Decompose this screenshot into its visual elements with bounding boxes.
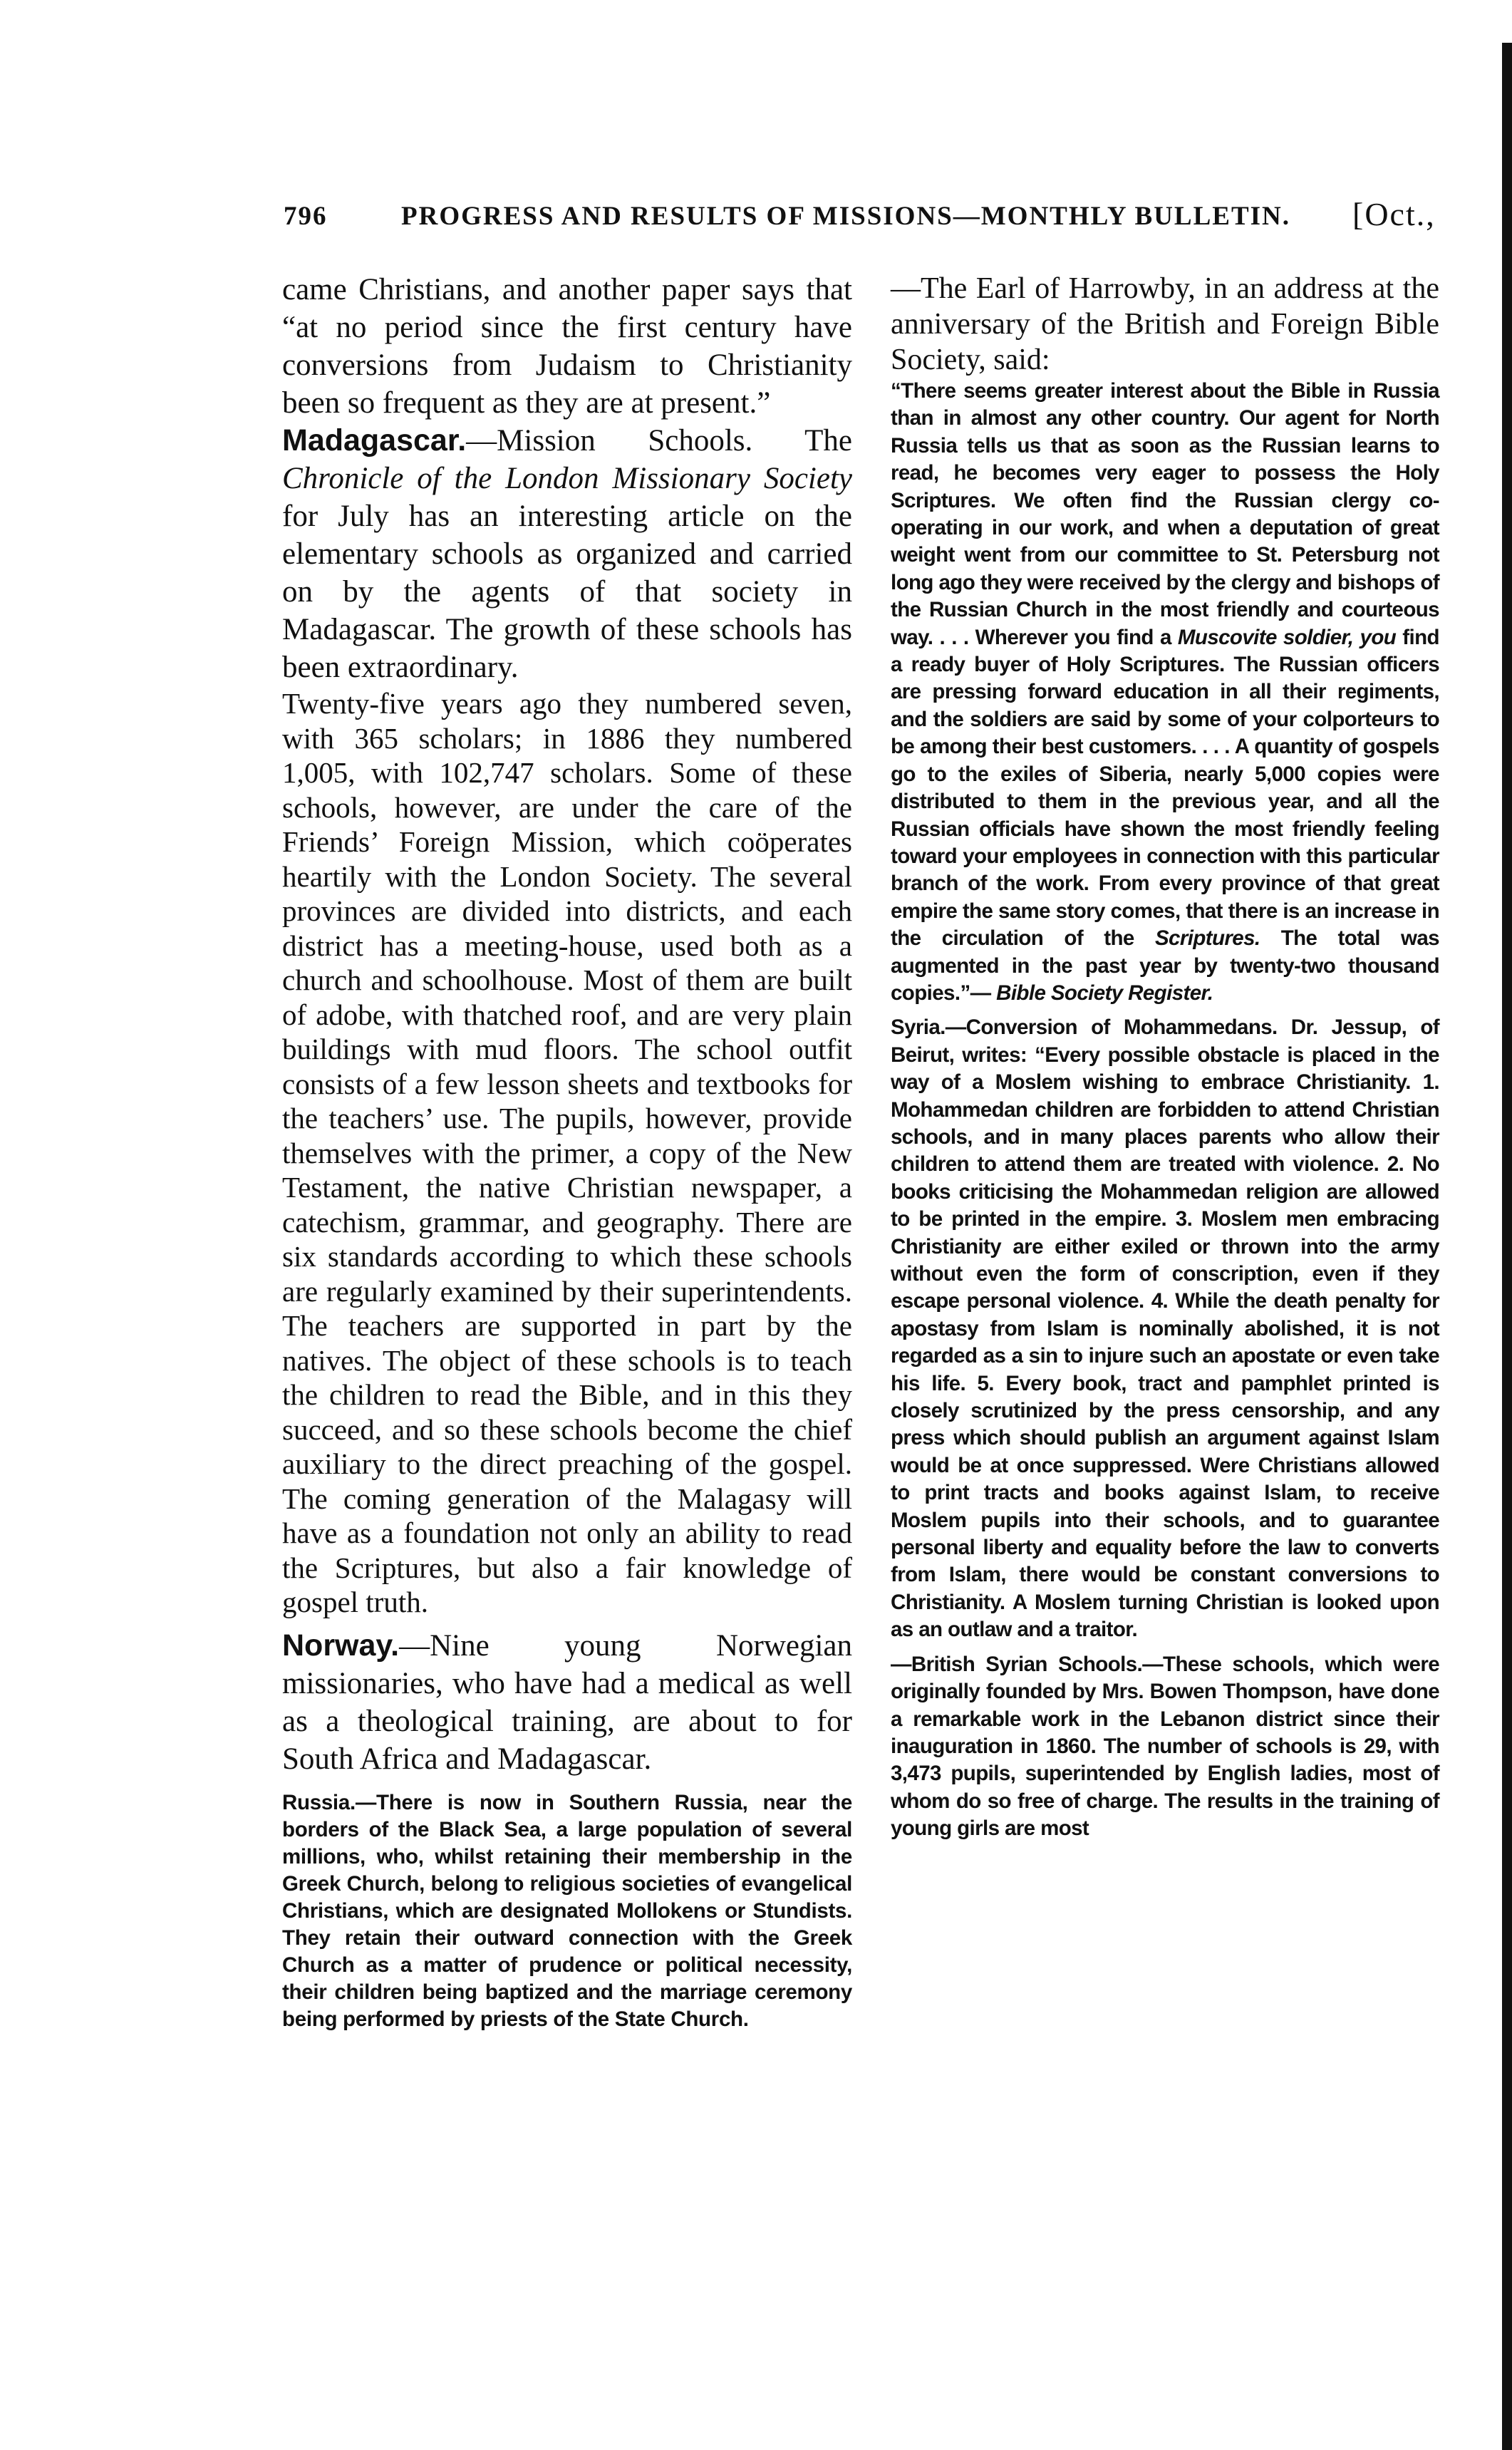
- norway-heading: Norway.: [282, 1628, 400, 1663]
- norway-paragraph: [282, 1627, 852, 1778]
- syria-heading: Syria.: [891, 1015, 946, 1040]
- quote-part-a: “There seems greater interest about the Bible in Russia than in almost any other country. Our agent for North Russia tells us that as soon as the Russian learns to read, he becomes very eager to possess the Holy Scriptures. We often find the Russian clergy co-operating in our work, and when a deputation of great weight went from our committee to St. Petersburg not long ago they were received by the clergy and bishops of the Russian Church in the most friendly and courteous way. . . . Wherever you find a: [891, 379, 1439, 649]
- russia-paragraph: [282, 1789, 852, 2033]
- right-column: [891, 271, 1439, 1843]
- quote-part-c: The total was augmented in the past year by twenty-two thousand copies.”—: [891, 926, 1439, 1005]
- madagascar-subheading: —Mission Schools.: [466, 424, 753, 458]
- earl-harrowby-quote: [891, 378, 1439, 1007]
- quote-italic-scriptures: Scriptures.: [1154, 926, 1260, 951]
- british-syrian-body: —These schools, which were originally founded by Mrs. Bowen Thompson, have done a remarkable work in the Lebanon district since their inauguration in 1860. The number of schools is 29, with 3,473 pupils, superintended by English ladies, most of whom do so free of charge. The results in the training of young girls are most: [891, 1652, 1440, 1841]
- page-edge-shadow: [1502, 43, 1512, 2450]
- header-title: PROGRESS AND RESULTS OF MISSIONS—MONTHLY BULLETIN.: [401, 202, 1290, 231]
- madagascar-paragraph-body: Twenty-five years ago they numbered seven, with 365 scholars; in 1886 they numbered 1,005, with 102,747 scholars. Some of these schools, however, are under the care of the Friends’ Foreign Mission, which coöperates heartily with the London Society. The several provinces are divided into districts, and each district has a meeting-house, used both as a church and schoolhouse. Most of them are built of adobe, with thatched roof, and are very plain buildings with mud floors. The school outfit consists of a few lesson sheets and textbooks for the teachers’ use. The pupils, however, provide themselves with the primer, a copy of the New Testament, the native Christian newspaper, a catechism, grammar, and geography. There are six standards according to which these schools are regularly examined by their superintendents. The teachers are supported in part by the natives. The object of these schools is to teach the children to read the Bible, and in this they succeed, and so these schools become the chief auxiliary to the direct preaching of the gospel. The coming generation of the Malagasy will have as a foundation not only an ability to read the Scriptures, but also a fair knowledge of gospel truth.: [282, 687, 852, 1618]
- british-syrian-schools-paragraph: [891, 1651, 1439, 1843]
- running-header: [284, 196, 1459, 244]
- quote-italic-soldier: Muscovite soldier, you: [1177, 625, 1397, 649]
- russia-heading: Russia.: [282, 1790, 356, 1814]
- madagascar-body-1: for July has an interesting article on the elementary schools as organized and carried on by the agents of that society in Madagascar. The growth of these schools has been extraordinary.: [282, 500, 852, 684]
- british-syrian-heading: —British Syrian Schools.: [891, 1652, 1143, 1676]
- page-number: 796: [284, 202, 328, 231]
- madagascar-heading: Madagascar.: [282, 423, 467, 458]
- judaism-paragraph: came Christians, and another paper says that “at no period since the first century have conversions from Judaism to Christianity been so frequent as they are at present.”: [282, 273, 852, 420]
- left-column: [282, 271, 852, 2033]
- madagascar-paragraph-intro: [282, 422, 852, 686]
- syria-body: —Conversion of Mohammedans. Dr. Jessup, of Beirut, writes: “Every possible obstacle is placed in the way of a Moslem wishing to embrace Christianity. 1. Mohammedan children are forbidden to attend Christian schools, and in many places parents who allow their children to attend them are treated with violence. 2. No books criticising the Mohammedan religion are allowed to be printed in the empire. 3. Moslem men embracing Christianity are either exiled or thrown into the army without even the form of conscription, even if they escape personal violence. 4. While the death penalty for apostasy from Islam is nominally abolished, it is not regarded as a sin to injure such an apostate or even take his life. 5. Every book, tract and pamphlet printed is closely scrutinized by the press censorship, and any press which should publish an argument against Islam would be at once suppressed. Were Christians allowed to print tracts and books against Islam, to receive Moslem pupils into their schools, and to guarantee personal liberty and equality before the law to converts from Islam, there would be constant conversions to Christianity. A Moslem turning Christian is looked upon as an outlaw and a traitor.: [891, 1015, 1439, 1642]
- header-month: [Oct.,: [1352, 196, 1436, 232]
- norway-body: —Nine young Norwegian missionaries, who have had a medical as well as a theological training, are about to for South Africa and Madagascar.: [282, 1628, 852, 1776]
- madagascar-lead: The: [804, 424, 852, 458]
- syria-paragraph: [891, 1014, 1439, 1643]
- russia-body: —There is now in Southern Russia, near the borders of the Black Sea, a large population of several millions, who, whilst retaining their membership in the Greek Church, belong to religious societies of evangelical Christians, which are designated Mollokens or Stundists. They retain their outward connection with the Greek Church as a matter of prudence or political necessity, their children being baptized and the marriage ceremony being performed by priests of the State Church.: [282, 1790, 852, 2031]
- quote-source: Bible Society Register.: [996, 981, 1213, 1005]
- earl-harrowby-intro: —The Earl of Harrowby, in an address at the anniversary of the British and Foreign Bible Society, said:: [891, 272, 1439, 376]
- quote-part-b: find a ready buyer of Holy Scriptures. The Russian officers are pressing forward education in all their regiments, and the soldiers are said by some of your colporteurs to be among their best customers. . . . A quantity of gospels go to the exiles of Siberia, nearly 5,000 copies were distributed to them in the previous year, and all the Russian officials have shown the most friendly feeling toward your employees in connection with this particular branch of the work. From every province of that great empire the same story comes, that there is an increase in the circulation of the: [891, 625, 1439, 951]
- chronicle-title: Chronicle of the London Missionary Society: [282, 462, 852, 495]
